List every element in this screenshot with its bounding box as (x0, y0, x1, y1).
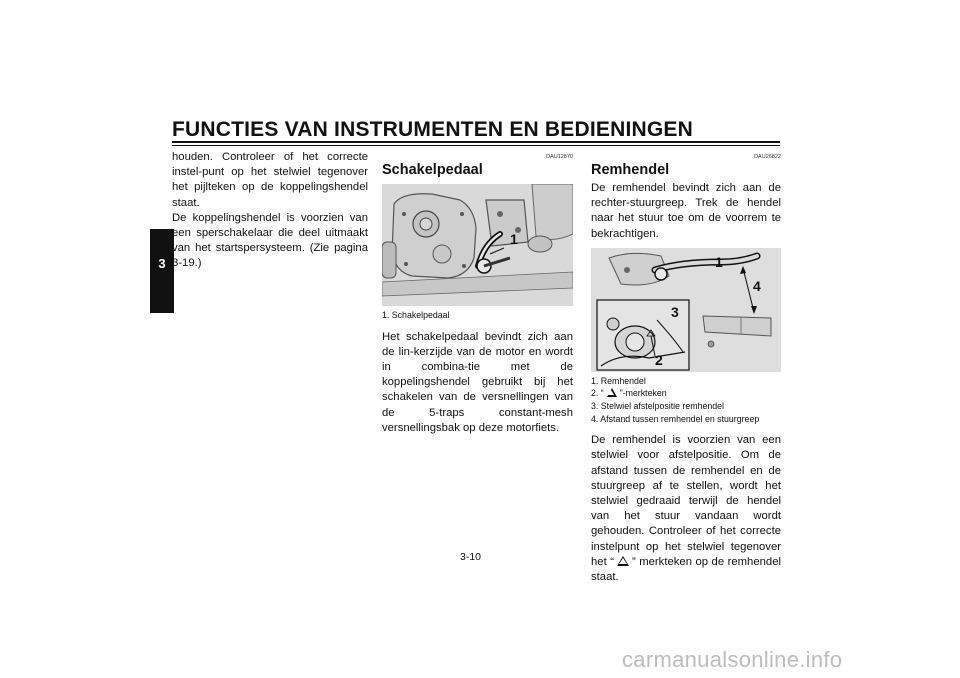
shift-pedal-captions (382, 309, 573, 322)
brake-lever-intro: De remhendel bevindt zich aan de rechter-stuurgreep. Trek de hendel naar het stuur toe om de voorrem te bekrachtigen. (591, 182, 781, 240)
brake-lever-captions (591, 375, 781, 425)
callout-4-brake-lever: 4 (753, 277, 761, 294)
callout-3-brake-lever: 3 (671, 303, 679, 320)
caption-mark (591, 387, 781, 400)
caption-shift-pedal: 1. Schakelpedaal (382, 310, 450, 320)
section-title-shift-pedal: Schakelpedaal (382, 162, 483, 178)
caption-remhendel: 1. Remhendel (591, 375, 646, 386)
section-title-brake-lever: Remhendel (591, 162, 670, 178)
brake-paragraph-part-2: ” merkteken op de remhendel staat. (591, 555, 781, 584)
caption-mark-prefix: 2. “ (591, 388, 604, 399)
shift-pedal-paragraph: Het schakelpedaal bevindt zich aan de lin-kerzijde van de motor en wordt in combina-tie met de koppelingshendel gebruikt bij het schakelen van de versnellingen van de 5-traps constant-mesh versnellingsbak op deze motorfiets. (382, 330, 573, 434)
triangle-mark-icon (607, 388, 617, 397)
shift-pedal-photo (382, 184, 573, 306)
caption-distance: 4. Afstand tussen remhendel en stuurgreep (591, 413, 760, 424)
header-rule (172, 141, 780, 143)
column-1 (172, 150, 368, 272)
callout-1-brake-lever: 1 (715, 253, 723, 270)
section-code: DAU12870 (546, 154, 573, 160)
callout-2-brake-lever: 2 (655, 351, 663, 368)
brake-lever-photo (591, 248, 781, 372)
brake-lever-paragraph (591, 433, 781, 585)
clutch-paragraph-2: De koppelingshendel is voorzien van een sperschakelaar die deel uitmaakt van het startspersysteem. (Zie pagina 3-19.) (172, 211, 368, 270)
chapter-tab: 3 (150, 229, 174, 313)
brake-paragraph-part-1: De remhendel is voorzien van een stelwiel voor afstelpositie. Om de afstand tussen de remhendel en de stuurgreep af te stellen, wordt het stelwiel gedraaid terwijl de hendel van het stuur vandaan wordt gehouden. Controleer of het correcte instelpunt op het stelwiel tegenover het “ (591, 434, 781, 568)
column-2 (382, 150, 573, 436)
clutch-paragraph-1: houden. Controleer of het correcte instel-punt op het stelwiel tegenover het pijlteken op de koppelingshendel staat. (172, 151, 368, 209)
triangle-mark-icon (617, 556, 629, 566)
column-3 (591, 150, 781, 585)
callout-1-shift-pedal: 1 (510, 231, 518, 247)
caption-mark-suffix: ”-merkteken (619, 388, 667, 399)
section-code: DAU26822 (754, 154, 781, 160)
page-number: 3-10 (460, 551, 482, 563)
header-rule-thin (172, 145, 780, 146)
caption-adjust-wheel: 3. Stelwiel afstelpositie remhendel (591, 401, 725, 411)
page-header-title: FUNCTIES VAN INSTRUMENTEN EN BEDIENINGEN (172, 118, 693, 141)
watermark: carmanualsonline.info (622, 647, 843, 672)
